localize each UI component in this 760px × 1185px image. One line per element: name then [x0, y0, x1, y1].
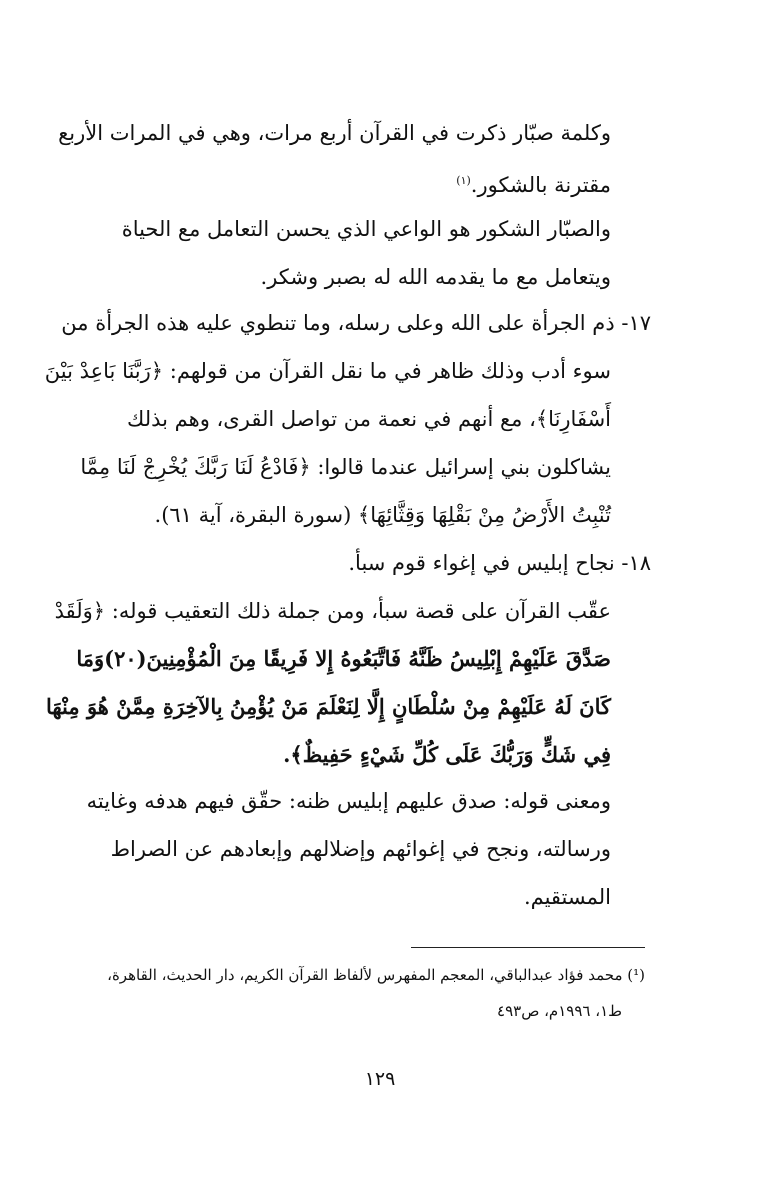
- text-line: عقّب القرآن على قصة سبأ، ومن جملة ذلك التعقيب قوله: ﴿وَلَقَدْ: [54, 599, 611, 623]
- list-item-18: ١٨- نجاح إبليس في إغواء قوم سبأ.: [348, 551, 651, 575]
- text-line: والصبّار الشكور هو الواعي الذي يحسن التعامل مع الحياة: [121, 217, 611, 241]
- text-line: يشاكلون بني إسرائيل عندما قالوا: ﴿فَادْعُ لَنَا رَبَّكَ يُخْرِجْ لَنَا مِمَّا: [80, 455, 611, 479]
- footnote-line: ط١، ١٩٩٦م، ص٤٩٣: [497, 1002, 622, 1020]
- footnote-reference[interactable]: (١): [456, 174, 471, 187]
- text-line: المستقيم.: [523, 885, 611, 909]
- footnote-line: [107, 964, 645, 986]
- footnote-divider: [411, 947, 645, 948]
- text-line: [136, 166, 611, 200]
- page-number: ١٢٩: [364, 1068, 396, 1090]
- quran-verse-line: صَدَّقَ عَلَيْهِمْ إِبْلِيسُ ظَنَّهُ فَاتَّبَعُوهُ إِلا فَرِيقًا مِنَ الْمُؤْمِنِينَ(٢٠)وَمَا: [76, 646, 611, 671]
- footnote-text: محمد فؤاد عبدالباقي، المعجم المفهرس لألفاظ القرآن الكريم، دار الحديث، القاهرة،: [107, 966, 623, 984]
- text-line: ومعنى قوله: صدق عليهم إبليس ظنه: حقّق فيهم هدفه وغايته: [86, 789, 611, 813]
- footnote-marker: (¹): [627, 966, 645, 984]
- text-line: وكلمة صبّار ذكرت في القرآن أربع مرات، وهي في المرات الأربع: [58, 121, 611, 145]
- text-line: أَسْفَارِنَا﴾، مع أنهم في نعمة من تواصل القرى، وهم بذلك: [127, 407, 611, 431]
- text-line-content: مقترنة بالشكور.: [470, 173, 611, 197]
- quran-verse-line: كَانَ لَهُ عَلَيْهِمْ مِنْ سُلْطَانٍ إِلَّا لِنَعْلَمَ مَنْ يُؤْمِنُ بِالآخِرَةِ مِمَّنْ هُوَ مِنْهَا: [45, 694, 611, 719]
- text-line: ويتعامل مع ما يقدمه الله له بصبر وشكر.: [260, 265, 611, 289]
- text-line: سوء أدب وذلك ظاهر في ما نقل القرآن من قولهم: ﴿رَبَّنَا بَاعِدْ بَيْنَ: [44, 359, 611, 383]
- text-line: تُنْبِتُ الأَرْضُ مِنْ بَقْلِهَا وَقِثَّائِهَا﴾ (سورة البقرة، آية ٦١).: [154, 503, 611, 527]
- quran-verse-line: فِي شَكٍّ وَرَبُّكَ عَلَى كُلِّ شَيْءٍ حَفِيظٌ﴾.: [283, 742, 611, 767]
- text-line: ورسالته، ونجح في إغوائهم وإضلالهم وإبعادهم عن الصراط: [110, 837, 611, 861]
- list-item-17: ١٧- ذم الجرأة على الله وعلى رسله، وما تنطوي عليه هذه الجرأة من: [61, 311, 651, 335]
